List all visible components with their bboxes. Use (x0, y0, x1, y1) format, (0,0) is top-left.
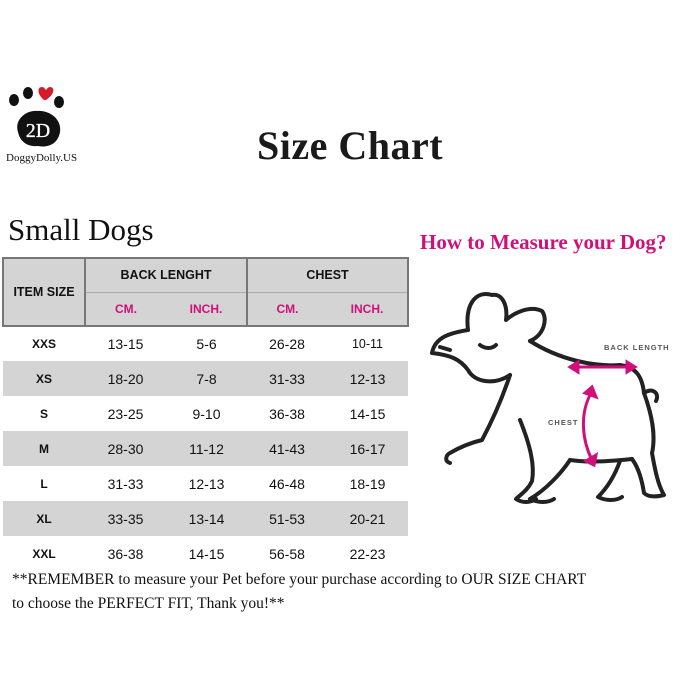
paw-toe-mid (23, 87, 33, 99)
row-back-cm: 36-38 (85, 536, 166, 571)
page-title: Size Chart (256, 123, 444, 168)
row-chest-cm: 31-33 (247, 361, 327, 396)
chest-header: CHEST (247, 258, 408, 292)
table-row (3, 466, 408, 501)
row-size: XS (3, 361, 85, 396)
section-title: Small Dogs (8, 212, 154, 247)
table-row (3, 326, 408, 361)
row-back-inch: 14-15 (166, 536, 247, 571)
row-size: XXS (3, 326, 85, 361)
row-chest-cm: 26-28 (247, 326, 327, 361)
row-chest-inch: 10-11 (327, 326, 408, 361)
table-row (3, 501, 408, 536)
row-chest-inch: 22-23 (327, 536, 408, 571)
row-size: XXL (3, 536, 85, 571)
size-table (2, 257, 409, 571)
row-back-cm: 13-15 (85, 326, 166, 361)
row-chest-cm: 36-38 (247, 396, 327, 431)
reminder-note (12, 568, 700, 616)
row-back-cm: 33-35 (85, 501, 166, 536)
reminder-line-2: to choose the PERFECT FIT, Thank you!** (12, 595, 285, 612)
logo-letters: 2D (25, 120, 51, 142)
reminder-line-1: **REMEMBER to measure your Pet before your purchase according to OUR SIZE CHART (12, 571, 587, 588)
row-back-inch: 13-14 (166, 501, 247, 536)
row-back-inch: 5-6 (166, 326, 247, 361)
row-chest-inch: 20-21 (327, 501, 408, 536)
unit-back-inch: INCH. (166, 292, 247, 326)
row-back-inch: 9-10 (166, 396, 247, 431)
dog-outline (432, 294, 664, 502)
row-size: M (3, 431, 85, 466)
row-back-inch: 12-13 (166, 466, 247, 501)
table-row (3, 536, 408, 571)
unit-chest-cm: CM. (247, 292, 327, 326)
row-back-inch: 7-8 (166, 361, 247, 396)
row-chest-inch: 16-17 (327, 431, 408, 466)
brand-caption: DoggyDolly.US (6, 152, 78, 164)
row-size: L (3, 466, 85, 501)
table-row (3, 431, 408, 466)
heart-icon (38, 87, 53, 100)
row-back-cm: 18-20 (85, 361, 166, 396)
measure-title: How to Measure your Dog? (420, 230, 667, 254)
row-chest-cm: 41-43 (247, 431, 327, 466)
row-chest-inch: 18-19 (327, 466, 408, 501)
dog-measure-illustration (420, 275, 700, 520)
chest-arrow (583, 387, 596, 465)
back-length-header: BACK LENGHT (85, 258, 247, 292)
unit-back-cm: CM. (85, 292, 166, 326)
row-back-cm: 23-25 (85, 396, 166, 431)
back-length-label: BACK LENGTH (604, 343, 670, 352)
row-chest-inch: 12-13 (327, 361, 408, 396)
paw-toe-left (9, 94, 19, 106)
row-chest-cm: 51-53 (247, 501, 327, 536)
row-back-cm: 31-33 (85, 466, 166, 501)
row-chest-cm: 46-48 (247, 466, 327, 501)
paw-toe-right (54, 96, 64, 108)
row-back-cm: 28-30 (85, 431, 166, 466)
chest-label: CHEST (548, 418, 579, 427)
table-row (3, 361, 408, 396)
row-back-inch: 11-12 (166, 431, 247, 466)
row-size: XL (3, 501, 85, 536)
item-size-header: ITEM SIZE (3, 258, 85, 326)
row-size: S (3, 396, 85, 431)
row-chest-cm: 56-58 (247, 536, 327, 571)
unit-chest-inch: INCH. (327, 292, 408, 326)
row-chest-inch: 14-15 (327, 396, 408, 431)
table-row (3, 396, 408, 431)
